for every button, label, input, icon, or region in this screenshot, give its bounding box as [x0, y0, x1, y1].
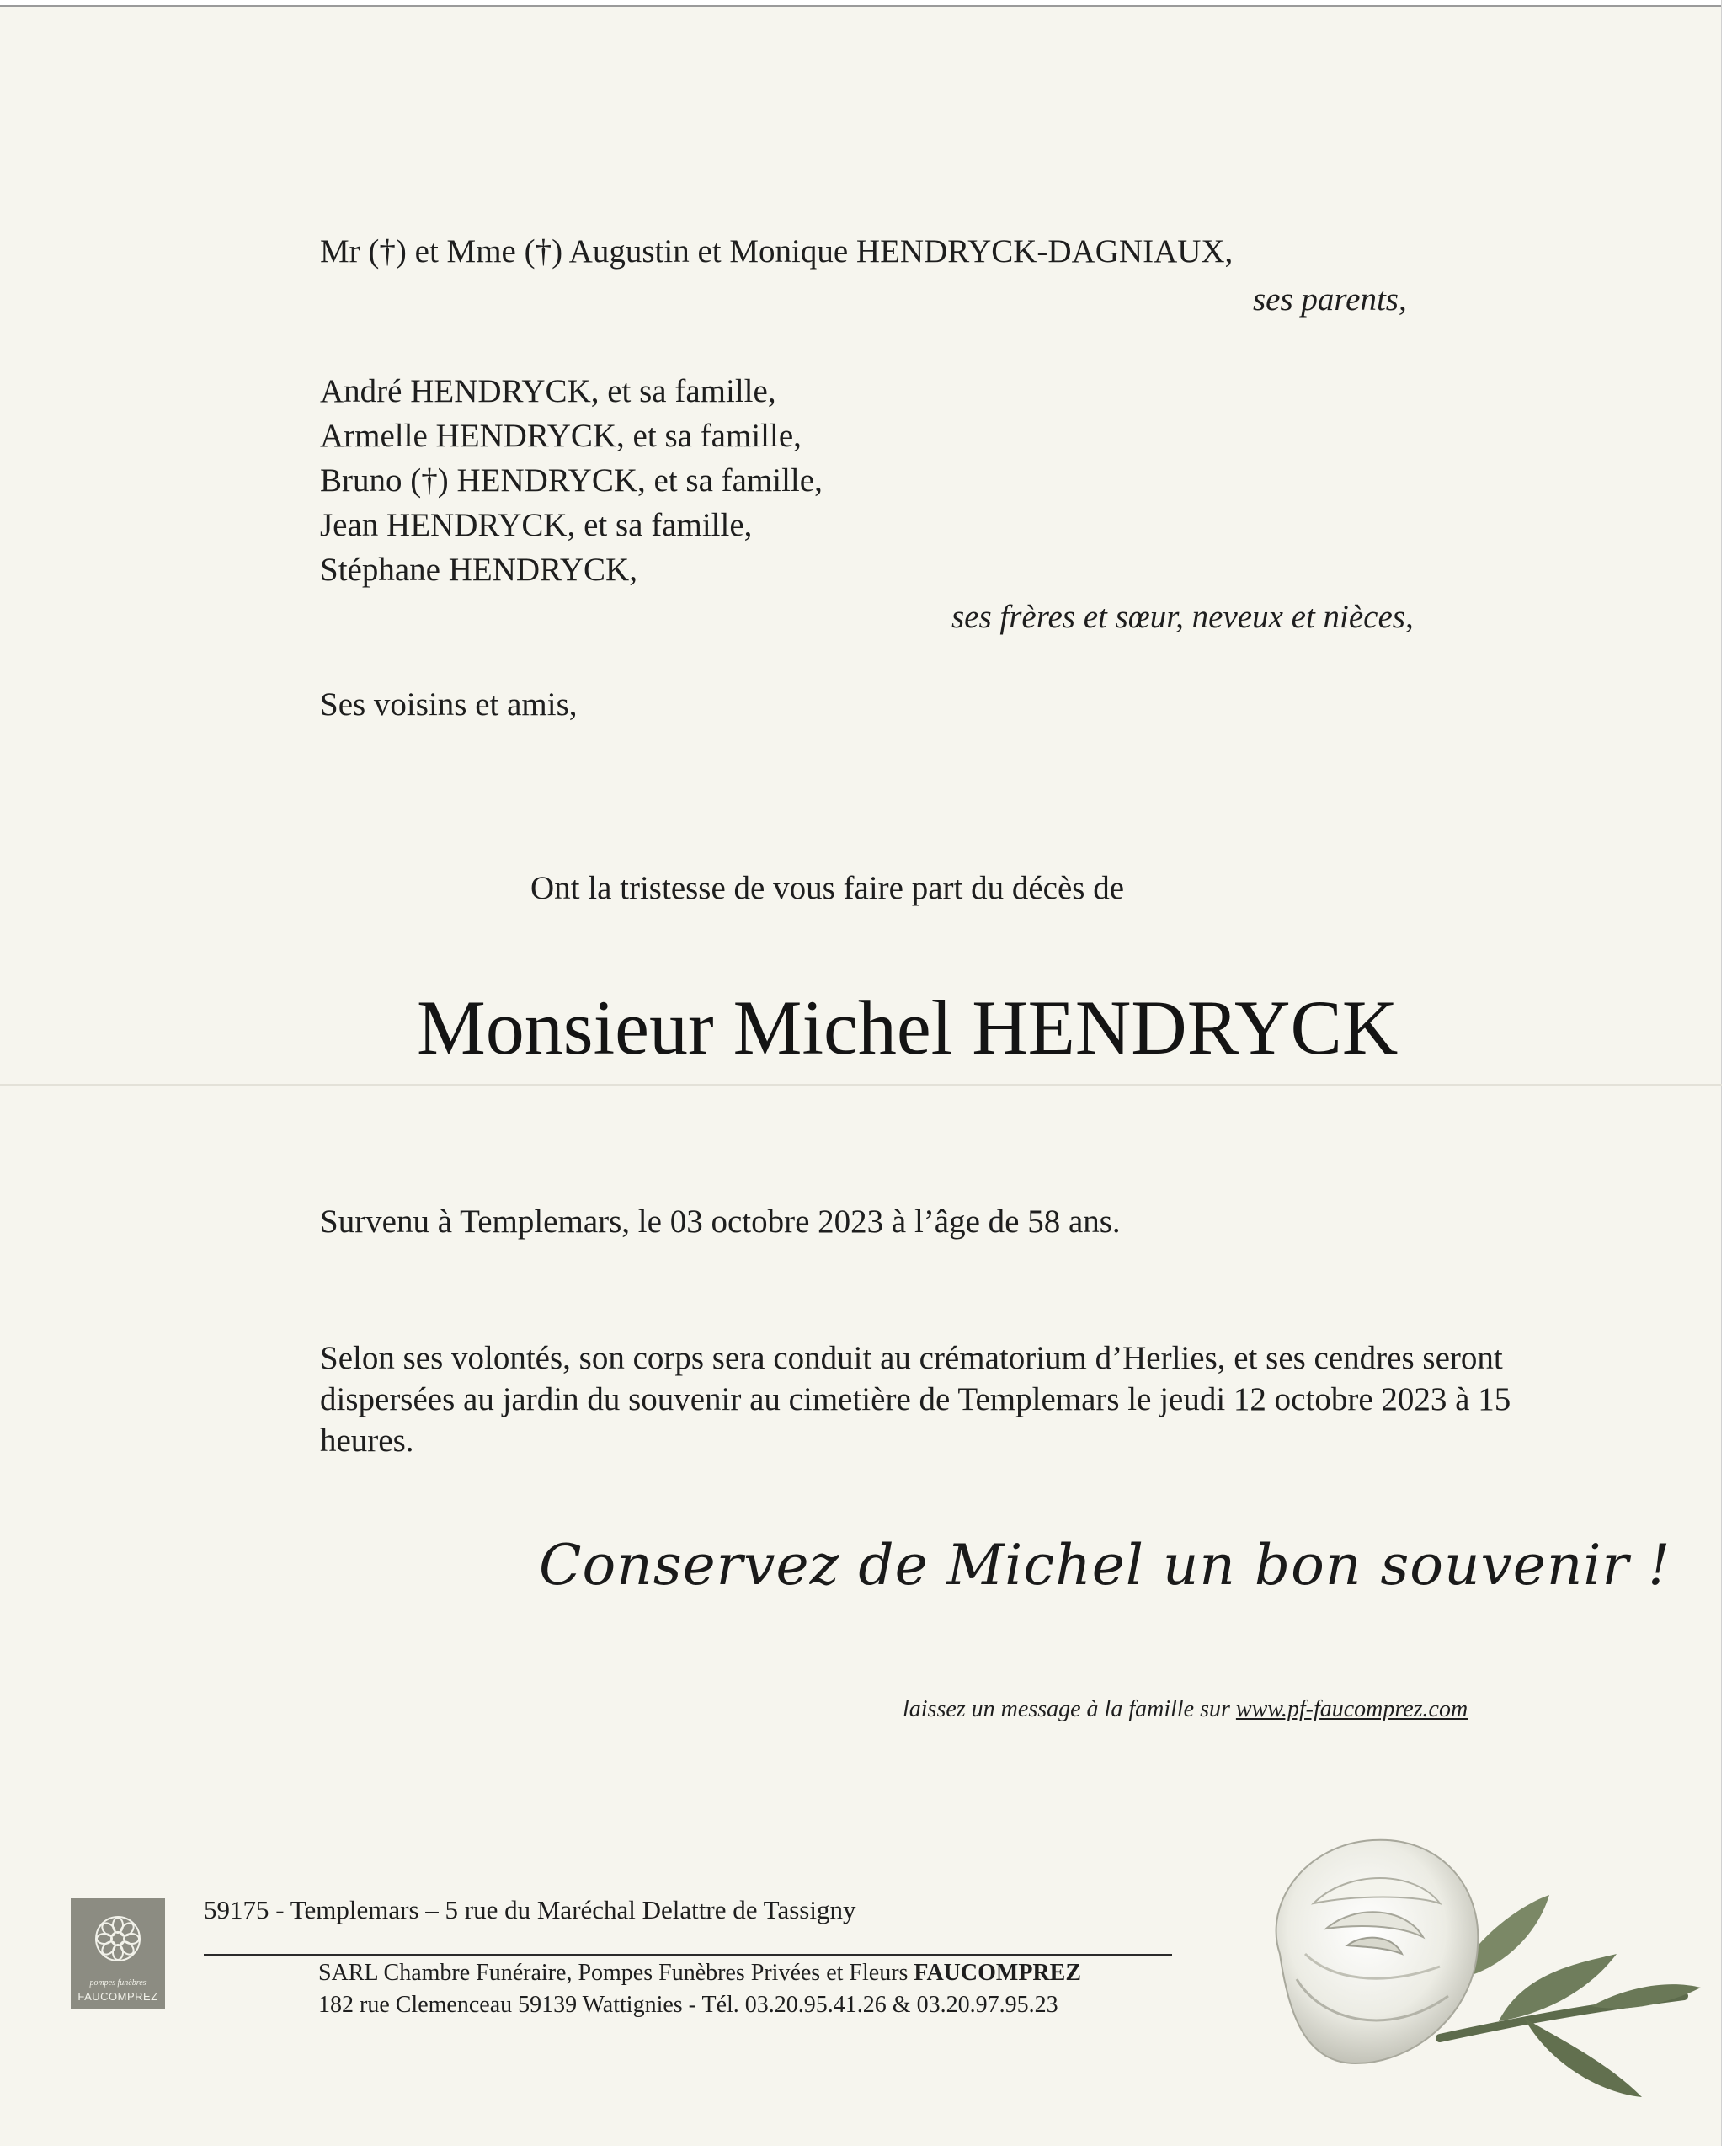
ceremony-paragraph: Selon ses volontés, son corps sera conduit au crématorium d’Herlies, et ses cendres seront dispersées au jardin du souvenir au cimetière de Templemars le jeudi 12 octobre 2023 à 15 heures.: [320, 1340, 1511, 1459]
parents-relation: ses parents,: [1253, 281, 1407, 318]
white-rose-icon: [1246, 1811, 1718, 2148]
logo-brand: FAUCOMPREZ: [77, 1990, 158, 2003]
message-prefix: laissez un message à la famille sur: [903, 1696, 1230, 1722]
sibling-name: André HENDRYCK, et sa famille,: [320, 373, 776, 409]
local-address: 59175 - Templemars – 5 rue du Maréchal Delattre de Tassigny: [204, 1895, 856, 1924]
death-info: Survenu à Templemars, le 03 octobre 2023 à l’âge de 58 ans.: [320, 1203, 1121, 1240]
logo-small-text: pompes funèbres: [89, 1978, 147, 1988]
sibling-name: Armelle HENDRYCK, et sa famille,: [320, 418, 802, 454]
neighbors-line: Ses voisins et amis,: [320, 686, 578, 723]
announcement-line: Ont la tristesse de vous faire part du décès de: [530, 870, 1125, 906]
siblings-list: [320, 369, 823, 592]
message-line: [903, 1696, 1468, 1723]
fold-line: [0, 1084, 1722, 1086]
parents-line: Mr (†) et Mme (†) Augustin et Monique HENDRYCK-DAGNIAUX,: [320, 233, 1234, 270]
company-info: [318, 1957, 1081, 2021]
sibling-name: Bruno (†) HENDRYCK, et sa famille,: [320, 462, 823, 499]
sibling-name: Stéphane HENDRYCK,: [320, 552, 637, 588]
top-border: [0, 0, 1732, 7]
right-border: [1721, 0, 1732, 2156]
company-logo: [71, 1898, 165, 2009]
siblings-relation: ses frères et sœur, neveux et nièces,: [951, 599, 1414, 635]
website-link[interactable]: www.pf-faucomprez.com: [1235, 1696, 1468, 1722]
company-prefix: SARL Chambre Funéraire, Pompes Funèbres Privées et Fleurs: [318, 1960, 909, 1986]
closing-phrase: Conservez de Michel un bon souvenir !: [539, 1533, 1671, 1598]
sibling-name: Jean HENDRYCK, et sa famille,: [320, 507, 753, 543]
flower-emblem-icon: [93, 1913, 143, 1964]
deceased-name: Monsieur Michel HENDRYCK: [417, 985, 1399, 1070]
footer-divider: [204, 1954, 1172, 1956]
company-name: FAUCOMPREZ: [914, 1960, 1081, 1986]
company-address: 182 rue Clemenceau 59139 Wattignies - Tél. 03.20.95.41.26 & 03.20.97.95.23: [318, 1992, 1058, 2018]
